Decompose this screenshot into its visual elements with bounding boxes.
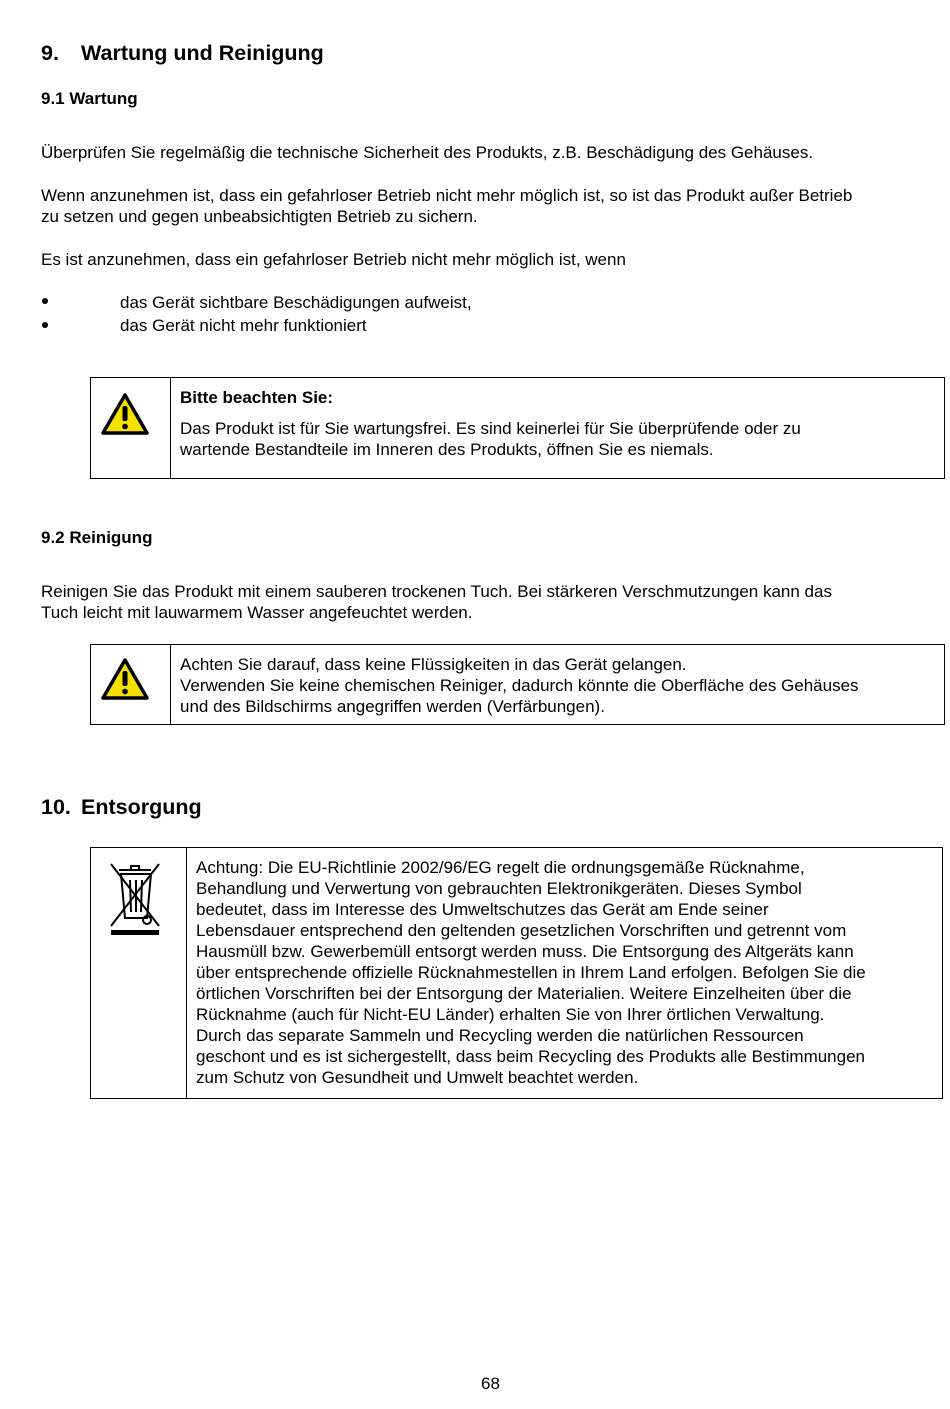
- note-line: Achten Sie darauf, dass keine Flüssigkeiten in das Gerät gelangen.: [180, 655, 687, 674]
- section-title: Entsorgung: [81, 795, 202, 819]
- note-divider: [170, 378, 171, 478]
- paragraph-line: Reinigen Sie das Produkt mit einem sauberen trockenen Tuch. Bei stärkeren Verschmutzungen kann das: [41, 582, 832, 601]
- paragraph-line: Wenn anzunehmen ist, dass ein gefahrloser Betrieb nicht mehr möglich ist, so ist das Produkt außer Betrieb: [41, 186, 853, 205]
- section-heading-9: [41, 41, 324, 66]
- list-item: das Gerät sichtbare Beschädigungen aufweist,: [120, 293, 472, 312]
- disposal-line: Lebensdauer entsprechend den geltenden gesetzlichen Vorschriften und getrennt vom: [196, 921, 847, 940]
- note-line: wartende Bestandteile im Inneren des Produkts, öffnen Sie es niemals.: [180, 440, 714, 459]
- warning-triangle-icon: [100, 392, 150, 436]
- section-number: 9.: [41, 41, 59, 65]
- note-title: Bitte beachten Sie:: [180, 388, 334, 407]
- note-divider: [170, 645, 171, 724]
- warning-triangle-icon: [100, 657, 150, 701]
- note-line: Das Produkt ist für Sie wartungsfrei. Es sind keinerlei für Sie überprüfende oder zu: [180, 419, 801, 438]
- subsection-heading-9-2: 9.2 Reinigung: [41, 528, 153, 547]
- crossed-out-wheelie-bin-icon: [105, 858, 165, 936]
- section-title: Wartung und Reinigung: [81, 41, 324, 65]
- section-heading-10: [41, 795, 202, 820]
- note-box-cleaning: [90, 644, 945, 725]
- disposal-line: Durch das separate Sammeln und Recycling werden die natürlichen Ressourcen: [196, 1026, 804, 1045]
- note-line: und des Bildschirms angegriffen werden (Verfärbungen).: [180, 697, 605, 716]
- paragraph-out-of-service: [41, 185, 852, 227]
- note-text: [180, 387, 801, 460]
- disposal-line: geschont und es ist sichergestellt, dass beim Recycling des Produkts alle Bestimmungen: [196, 1047, 866, 1066]
- disposal-divider: [186, 848, 187, 1098]
- disposal-text: [196, 857, 866, 1088]
- disposal-line: zum Schutz von Gesundheit und Umwelt beachtet werden.: [196, 1068, 639, 1087]
- paragraph-line: zu setzen und gegen unbeabsichtigten Betrieb zu sichern.: [41, 207, 478, 226]
- disposal-line: über entsprechende offizielle Rücknahmestellen in Ihrem Land erfolgen. Befolgen Sie die: [196, 963, 866, 982]
- paragraph-line: Tuch leicht mit lauwarmem Wasser angefeuchtet werden.: [41, 603, 473, 622]
- paragraph-conditions-intro: Es ist anzunehmen, dass ein gefahrloser Betrieb nicht mehr möglich ist, wenn: [41, 250, 626, 269]
- note-line: Verwenden Sie keine chemischen Reiniger, dadurch könnte die Oberfläche des Gehäuses: [180, 676, 859, 695]
- page-number: 68: [481, 1374, 500, 1393]
- disposal-line: Achtung: Die EU-Richtlinie 2002/96/EG regelt die ordnungsgemäße Rücknahme,: [196, 858, 805, 877]
- disposal-line: Behandlung und Verwertung von gebrauchten Elektronikgeräten. Dieses Symbol: [196, 879, 802, 898]
- disposal-line: Rücknahme (auch für Nicht-EU Länder) erhalten Sie von Ihrer örtlichen Verwaltung.: [196, 1005, 825, 1024]
- note-box-maintenance: [90, 377, 945, 479]
- disposal-line: bedeutet, dass im Interesse des Umweltschutzes das Gerät am Ende seiner: [196, 900, 769, 919]
- disposal-box: [90, 847, 943, 1099]
- paragraph-check-safety: Überprüfen Sie regelmäßig die technische Sicherheit des Produkts, z.B. Beschädigung des Gehäuses.: [41, 143, 814, 162]
- section-number: 10.: [41, 795, 71, 819]
- list-item: das Gerät nicht mehr funktioniert: [120, 316, 367, 335]
- paragraph-cleaning: [41, 581, 832, 623]
- bullet-icon: [42, 322, 48, 328]
- subsection-heading-9-1: 9.1 Wartung: [41, 89, 138, 108]
- disposal-line: Hausmüll bzw. Gewerbemüll entsorgt werden muss. Die Entsorgung des Altgeräts kann: [196, 942, 854, 961]
- disposal-line: örtlichen Vorschriften bei der Entsorgung der Materialien. Weitere Einzelheiten über die: [196, 984, 852, 1003]
- note-text: [180, 654, 859, 717]
- bullet-icon: [42, 298, 48, 304]
